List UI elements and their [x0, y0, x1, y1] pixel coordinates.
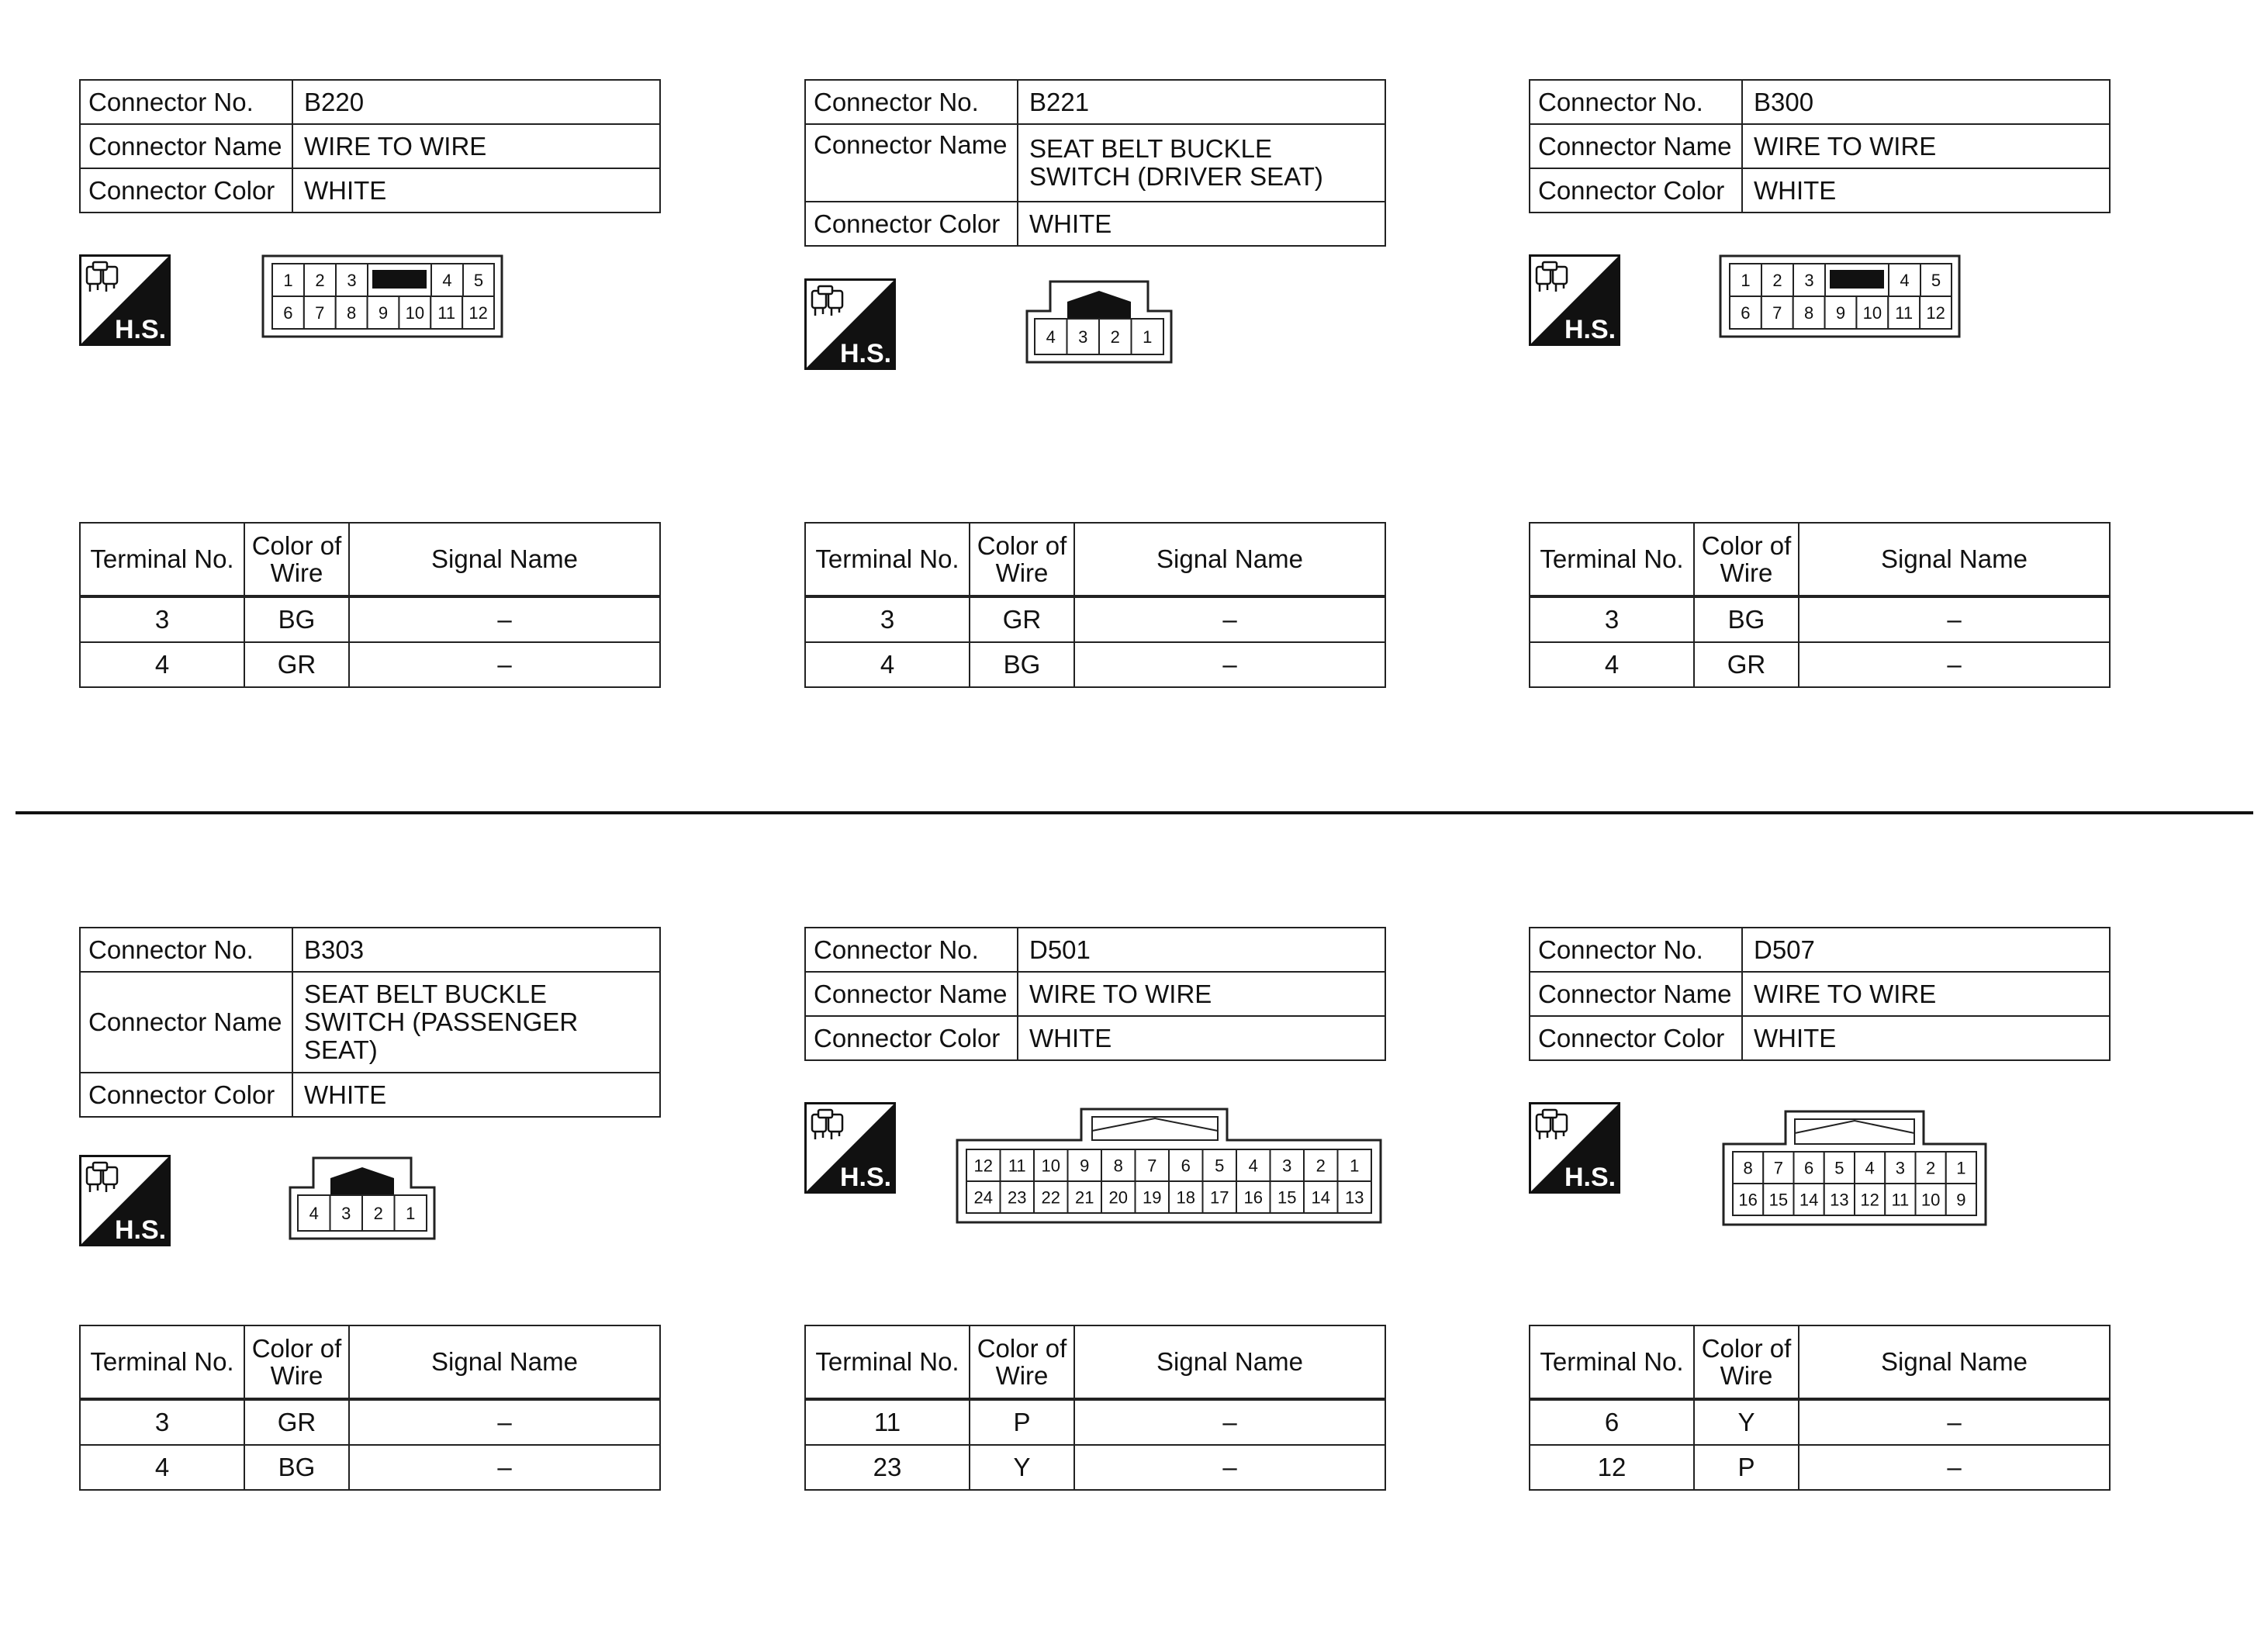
wire-color-header: Color of Wire	[970, 523, 1074, 596]
connector-color-label: Connector Color	[80, 168, 292, 213]
pin-number: 4	[442, 271, 452, 290]
pin-number: 16	[1243, 1187, 1263, 1208]
connector-no-value: B220	[292, 80, 660, 124]
connector-no-label: Connector No.	[1530, 928, 1742, 972]
pin-cells-top	[272, 264, 494, 296]
table-row	[80, 1399, 660, 1445]
signal-name-cell: –	[1074, 1399, 1385, 1445]
signal-name-cell: –	[349, 596, 660, 642]
connector-info-table	[804, 79, 1386, 247]
pin-number: 7	[1772, 303, 1782, 323]
table-row	[1530, 596, 2110, 642]
signal-name-cell: –	[1799, 1445, 2110, 1490]
connector-name-value	[1742, 124, 2110, 168]
wire-color-cell: GR	[1694, 642, 1799, 687]
pin-number: 11	[1891, 1190, 1910, 1210]
harness-side-icon	[804, 1102, 896, 1194]
connector-block-d501	[804, 927, 1386, 1481]
pin-number: 6	[1804, 1158, 1814, 1178]
pin-number: 8	[347, 303, 357, 323]
table-row	[1530, 1399, 2110, 1445]
terminal-table	[79, 522, 661, 688]
connector-info-table	[1529, 927, 2111, 1061]
connector-color-value: WHITE	[1742, 1016, 2110, 1060]
table-row	[80, 596, 660, 642]
pin-number: 14	[1311, 1187, 1330, 1208]
connector-pinout-b220	[261, 254, 503, 340]
connector-name-line: SEAT)	[304, 1035, 378, 1064]
terminal-no-cell: 4	[80, 642, 244, 687]
connector-name-line: WIRE TO WIRE	[1754, 979, 1937, 1008]
pin-number: 11	[1008, 1156, 1026, 1176]
pin-number: 8	[1804, 303, 1814, 323]
terminal-no-cell: 3	[805, 596, 970, 642]
key-blank	[1830, 270, 1884, 289]
pin-number: 4	[1248, 1156, 1258, 1176]
section-divider	[16, 811, 2253, 814]
terminal-no-cell: 12	[1530, 1445, 1694, 1490]
pin-cells-bottom	[272, 296, 494, 329]
pin-number: 10	[1041, 1156, 1060, 1176]
pin-number: 9	[378, 303, 389, 323]
terminal-no-header: Terminal No.	[1530, 523, 1694, 596]
signal-name-header: Signal Name	[349, 1325, 660, 1399]
terminal-table	[804, 1325, 1386, 1491]
pin-number: 17	[1210, 1187, 1229, 1208]
connector-color-label: Connector Color	[805, 202, 1018, 246]
signal-name-header: Signal Name	[1799, 1325, 2110, 1399]
pin-number: 9	[1835, 303, 1846, 323]
signal-name-header: Signal Name	[1074, 1325, 1385, 1399]
connector-no-label: Connector No.	[805, 80, 1018, 124]
terminal-no-cell: 4	[805, 642, 970, 687]
pin-number: 11	[1895, 303, 1914, 323]
hs-label: H.S.	[840, 339, 892, 368]
pin-number: 1	[1143, 327, 1153, 347]
table-row	[805, 1399, 1385, 1445]
terminal-table	[1529, 1325, 2111, 1491]
signal-name-cell: –	[349, 642, 660, 687]
terminal-no-header: Terminal No.	[80, 523, 244, 596]
terminal-no-cell: 3	[80, 1399, 244, 1445]
connector-no-label: Connector No.	[805, 928, 1018, 972]
connector-no-label: Connector No.	[1530, 80, 1742, 124]
harness-side-icon	[1529, 1102, 1620, 1194]
table-row	[805, 1445, 1385, 1490]
pin-number: 6	[1181, 1156, 1191, 1176]
pin-number: 12	[973, 1156, 993, 1176]
harness-side-icon	[1529, 254, 1620, 346]
terminal-no-cell: 3	[1530, 596, 1694, 642]
connector-color-value: WHITE	[1018, 202, 1385, 246]
signal-name-cell: –	[1799, 1399, 2110, 1445]
harness-side-icon	[79, 1155, 171, 1246]
signal-name-cell: –	[1799, 642, 2110, 687]
terminal-table	[79, 1325, 661, 1491]
wire-color-cell: GR	[244, 1399, 349, 1445]
pin-number: 5	[1215, 1156, 1225, 1176]
pin-number: 3	[1078, 327, 1088, 347]
signal-name-cell: –	[349, 1445, 660, 1490]
connector-block-b221	[804, 79, 1386, 679]
connector-pinout-d501	[956, 1108, 1382, 1224]
pin-number: 4	[1046, 327, 1056, 347]
connector-color-label: Connector Color	[80, 1073, 292, 1117]
pin-cells-top	[298, 1195, 427, 1231]
connector-no-value: B303	[292, 928, 660, 972]
pin-number: 6	[283, 303, 293, 323]
terminal-no-cell: 6	[1530, 1399, 1694, 1445]
pin-number: 15	[1768, 1190, 1789, 1210]
connector-color-label: Connector Color	[805, 1016, 1018, 1060]
harness-side-icon	[804, 278, 896, 370]
signal-name-cell: –	[1799, 596, 2110, 642]
connector-name-line: WIRE TO WIRE	[1029, 979, 1212, 1008]
connector-name-label: Connector Name	[1530, 124, 1742, 168]
connector-name-line: SWITCH (DRIVER SEAT)	[1029, 162, 1323, 191]
connector-color-value: WHITE	[292, 1073, 660, 1117]
pin-number: 5	[473, 271, 484, 290]
pin-number: 14	[1799, 1190, 1819, 1210]
pin-number: 8	[1113, 1156, 1123, 1176]
wire-color-header: Color of Wire	[1694, 523, 1799, 596]
pin-number: 4	[1900, 271, 1910, 290]
connector-name-line: SWITCH (PASSENGER	[304, 1007, 579, 1036]
connector-no-label: Connector No.	[80, 928, 292, 972]
hs-label: H.S.	[1564, 315, 1616, 344]
pin-number: 3	[341, 1204, 351, 1223]
connector-no-value: D501	[1018, 928, 1385, 972]
connector-no-value: D507	[1742, 928, 2110, 972]
connector-color-value: WHITE	[292, 168, 660, 213]
wire-color-cell: BG	[244, 1445, 349, 1490]
pin-number: 1	[1350, 1156, 1360, 1176]
wire-color-cell: Y	[970, 1445, 1074, 1490]
pin-number: 7	[315, 303, 325, 323]
pin-number: 8	[1743, 1158, 1753, 1178]
pin-number: 4	[309, 1204, 319, 1223]
wire-color-header: Color of Wire	[970, 1325, 1074, 1399]
connector-block-d507	[1529, 927, 2111, 1481]
pin-cells-top	[1035, 319, 1163, 354]
pin-number: 9	[1956, 1190, 1966, 1210]
harness-side-icon	[79, 254, 171, 346]
terminal-no-header: Terminal No.	[805, 1325, 970, 1399]
pin-number: 13	[1830, 1190, 1849, 1210]
wire-color-cell: Y	[1694, 1399, 1799, 1445]
connector-info-table	[804, 927, 1386, 1061]
signal-name-header: Signal Name	[1799, 523, 2110, 596]
signal-name-cell: –	[1074, 642, 1385, 687]
pin-number: 5	[1834, 1158, 1844, 1178]
hs-label: H.S.	[115, 315, 167, 344]
signal-name-header: Signal Name	[349, 523, 660, 596]
pin-number: 1	[406, 1204, 416, 1223]
pin-number: 3	[1804, 271, 1814, 290]
terminal-no-cell: 3	[80, 596, 244, 642]
connector-pinout-b221	[1025, 278, 1173, 364]
table-row	[1530, 642, 2110, 687]
wire-color-header: Color of Wire	[244, 523, 349, 596]
pin-number: 2	[1110, 327, 1120, 347]
connector-name-value	[1742, 972, 2110, 1016]
connector-name-label: Connector Name	[80, 124, 292, 168]
pin-number: 2	[373, 1204, 383, 1223]
table-row	[805, 596, 1385, 642]
table-row	[80, 1445, 660, 1490]
pin-number: 13	[1345, 1187, 1364, 1208]
connector-color-value: WHITE	[1018, 1016, 1385, 1060]
connector-name-value	[292, 124, 660, 168]
signal-name-header: Signal Name	[1074, 523, 1385, 596]
wire-color-cell: BG	[970, 642, 1074, 687]
pin-cells-top	[1730, 264, 1952, 296]
pin-cells-bottom	[1733, 1184, 1976, 1215]
pin-number: 12	[1926, 303, 1945, 323]
pin-number: 1	[1956, 1158, 1966, 1178]
pin-number: 3	[1282, 1156, 1292, 1176]
table-row	[80, 642, 660, 687]
hs-label: H.S.	[115, 1215, 167, 1245]
pin-number: 21	[1075, 1187, 1094, 1208]
pin-cells-top	[1733, 1152, 1976, 1184]
connector-name-label: Connector Name	[805, 972, 1018, 1016]
pin-number: 18	[1176, 1187, 1195, 1208]
wire-color-cell: GR	[970, 596, 1074, 642]
connector-name-line: WIRE TO WIRE	[304, 131, 487, 161]
connector-name-value	[1018, 124, 1385, 202]
pin-number: 5	[1931, 271, 1941, 290]
pin-number: 2	[1315, 1156, 1326, 1176]
wire-color-cell: BG	[1694, 596, 1799, 642]
pin-number: 7	[1147, 1156, 1157, 1176]
connector-info-table	[1529, 79, 2111, 213]
pin-number: 20	[1108, 1187, 1128, 1208]
pin-number: 1	[283, 271, 293, 290]
pin-number: 6	[1741, 303, 1751, 323]
pin-number: 4	[1865, 1158, 1875, 1178]
connector-info-table	[79, 927, 661, 1118]
pin-number: 11	[437, 303, 456, 323]
pin-number: 19	[1143, 1187, 1162, 1208]
pin-number: 10	[405, 303, 425, 323]
wire-color-cell: GR	[244, 642, 349, 687]
pin-number: 2	[1772, 271, 1782, 290]
pin-number: 12	[1860, 1190, 1879, 1210]
pin-number: 7	[1773, 1158, 1783, 1178]
connector-pinout-b300	[1719, 254, 1961, 340]
pin-number: 2	[1926, 1158, 1936, 1178]
pin-cells-bottom	[1730, 296, 1952, 329]
wire-color-header: Color of Wire	[244, 1325, 349, 1399]
pin-number: 23	[1008, 1187, 1027, 1208]
pin-number: 3	[347, 271, 357, 290]
connector-block-b300	[1529, 79, 2111, 679]
terminal-no-cell: 4	[80, 1445, 244, 1490]
terminal-no-cell: 11	[805, 1399, 970, 1445]
pin-number: 15	[1277, 1187, 1297, 1208]
connector-name-label: Connector Name	[80, 972, 292, 1073]
pin-number: 24	[973, 1187, 993, 1208]
signal-name-cell: –	[1074, 1445, 1385, 1490]
table-row	[805, 642, 1385, 687]
connector-name-line: SEAT BELT BUCKLE	[304, 980, 548, 1008]
connector-no-value: B221	[1018, 80, 1385, 124]
signal-name-cell: –	[1074, 596, 1385, 642]
pin-number: 10	[1920, 1190, 1941, 1210]
connector-name-value	[292, 972, 660, 1073]
wire-color-cell: P	[1694, 1445, 1799, 1490]
pin-number: 9	[1080, 1156, 1090, 1176]
wire-color-header: Color of Wire	[1694, 1325, 1799, 1399]
connector-name-value	[1018, 972, 1385, 1016]
connector-pinout-b303	[289, 1155, 436, 1240]
pin-number: 16	[1738, 1190, 1758, 1210]
pin-number: 12	[468, 303, 488, 323]
wire-color-cell: P	[970, 1399, 1074, 1445]
terminal-no-header: Terminal No.	[805, 523, 970, 596]
terminal-no-header: Terminal No.	[80, 1325, 244, 1399]
connector-block-b303	[79, 927, 661, 1481]
pin-number: 1	[1741, 271, 1751, 290]
table-row	[1530, 1445, 2110, 1490]
connector-color-label: Connector Color	[1530, 168, 1742, 213]
connector-info-table	[79, 79, 661, 213]
wire-color-cell: BG	[244, 596, 349, 642]
terminal-no-header: Terminal No.	[1530, 1325, 1694, 1399]
pin-number: 10	[1862, 303, 1882, 323]
pin-cells-bottom	[966, 1181, 1371, 1213]
connector-name-line: WIRE TO WIRE	[1754, 131, 1937, 161]
pin-number: 3	[1895, 1158, 1905, 1178]
pin-number: 22	[1041, 1187, 1060, 1208]
terminal-table	[804, 522, 1386, 688]
connector-name-label: Connector Name	[1530, 972, 1742, 1016]
connector-no-value: B300	[1742, 80, 2110, 124]
connector-color-value: WHITE	[1742, 168, 2110, 213]
connector-block-b220	[79, 79, 661, 679]
pin-number: 2	[315, 271, 325, 290]
terminal-table	[1529, 522, 2111, 688]
connector-pinout-d507	[1722, 1110, 1987, 1226]
connector-color-label: Connector Color	[1530, 1016, 1742, 1060]
key-blank	[372, 270, 427, 289]
connector-name-line: SEAT BELT BUCKLE	[1029, 134, 1273, 163]
terminal-no-cell: 4	[1530, 642, 1694, 687]
hs-label: H.S.	[840, 1163, 892, 1192]
hs-label: H.S.	[1564, 1163, 1616, 1192]
pin-cells-top	[966, 1149, 1371, 1181]
connector-no-label: Connector No.	[80, 80, 292, 124]
signal-name-cell: –	[349, 1399, 660, 1445]
terminal-no-cell: 23	[805, 1445, 970, 1490]
connector-name-label: Connector Name	[805, 124, 1018, 202]
